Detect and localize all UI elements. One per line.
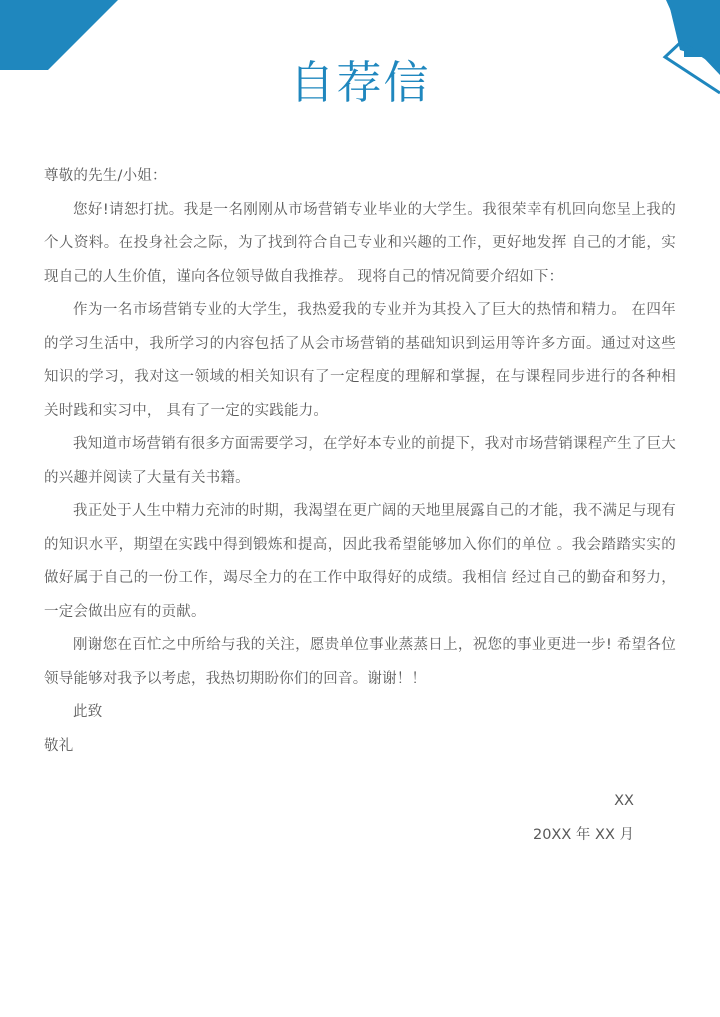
closing-line-jingli: 敬礼 [44, 737, 74, 754]
paragraph-1: 您好!请恕打扰。我是一名刚刚从市场营销专业毕业的大学生。我很荣幸有机回向您呈上我的个人资料。在投身社会之际，为了找到符合自己专业和兴趣的工作，更好地发挥 自己的才能，实现自己的人生价值，谨向各位领导做自我推荐。 现将自己的情况简要介绍如下： [44, 201, 676, 285]
top-right-triangle-fill [668, 0, 720, 62]
paragraph-3: 我知道市场营销有很多方面需要学习，在学好本专业的前提下，我对市场营销课程产生了巨大的兴趣并阅读了大量有关书籍。 [44, 436, 676, 486]
paragraph-2: 作为一名市场营销专业的大学生，我热爱我的专业并为其投入了巨大的热情和精力。 在四年的学习生活中，我所学习的内容包括了从会市场营销的基础知识到运用等许多方面。通过对这些知识的学习，我对这一领域的相关知识有了一定程度的理解和掌握，在与课程同步进行的各种相关时践和实习中， 具有了一定的实践能力。 [44, 302, 676, 419]
signature-name: XX [614, 793, 634, 809]
signature-date: 20XX 年 XX 月 [532, 826, 634, 843]
paragraph-5: 刚谢您在百忙之中所给与我的关注，愿贵单位事业蒸蒸日上，祝您的事业更进一步! 希望各位领导能够对我予以考虑，我热切期盼你们的回音。谢谢！！ [44, 637, 676, 687]
title-container [0, 58, 720, 108]
page-title: 自荐信 [289, 56, 431, 109]
letter-body [44, 160, 676, 852]
paragraph-4: 我正处于人生中精力充沛的时期，我渴望在更广阔的天地里展露自己的才能，我不满足与现有的知识水平，期望在实践中得到锻炼和提高，因此我希望能够加入你们的单位 。我会踏踏实实的做好属于自己的一份工作，竭尽全力的在工作中取得好的成绩。我相信 经过自己的勤奋和努力，一定会做出应有的贡献。 [44, 503, 676, 620]
salutation: 尊敬的先生/小姐： [44, 168, 167, 184]
closing-line-cizhi: 此致 [73, 704, 103, 720]
